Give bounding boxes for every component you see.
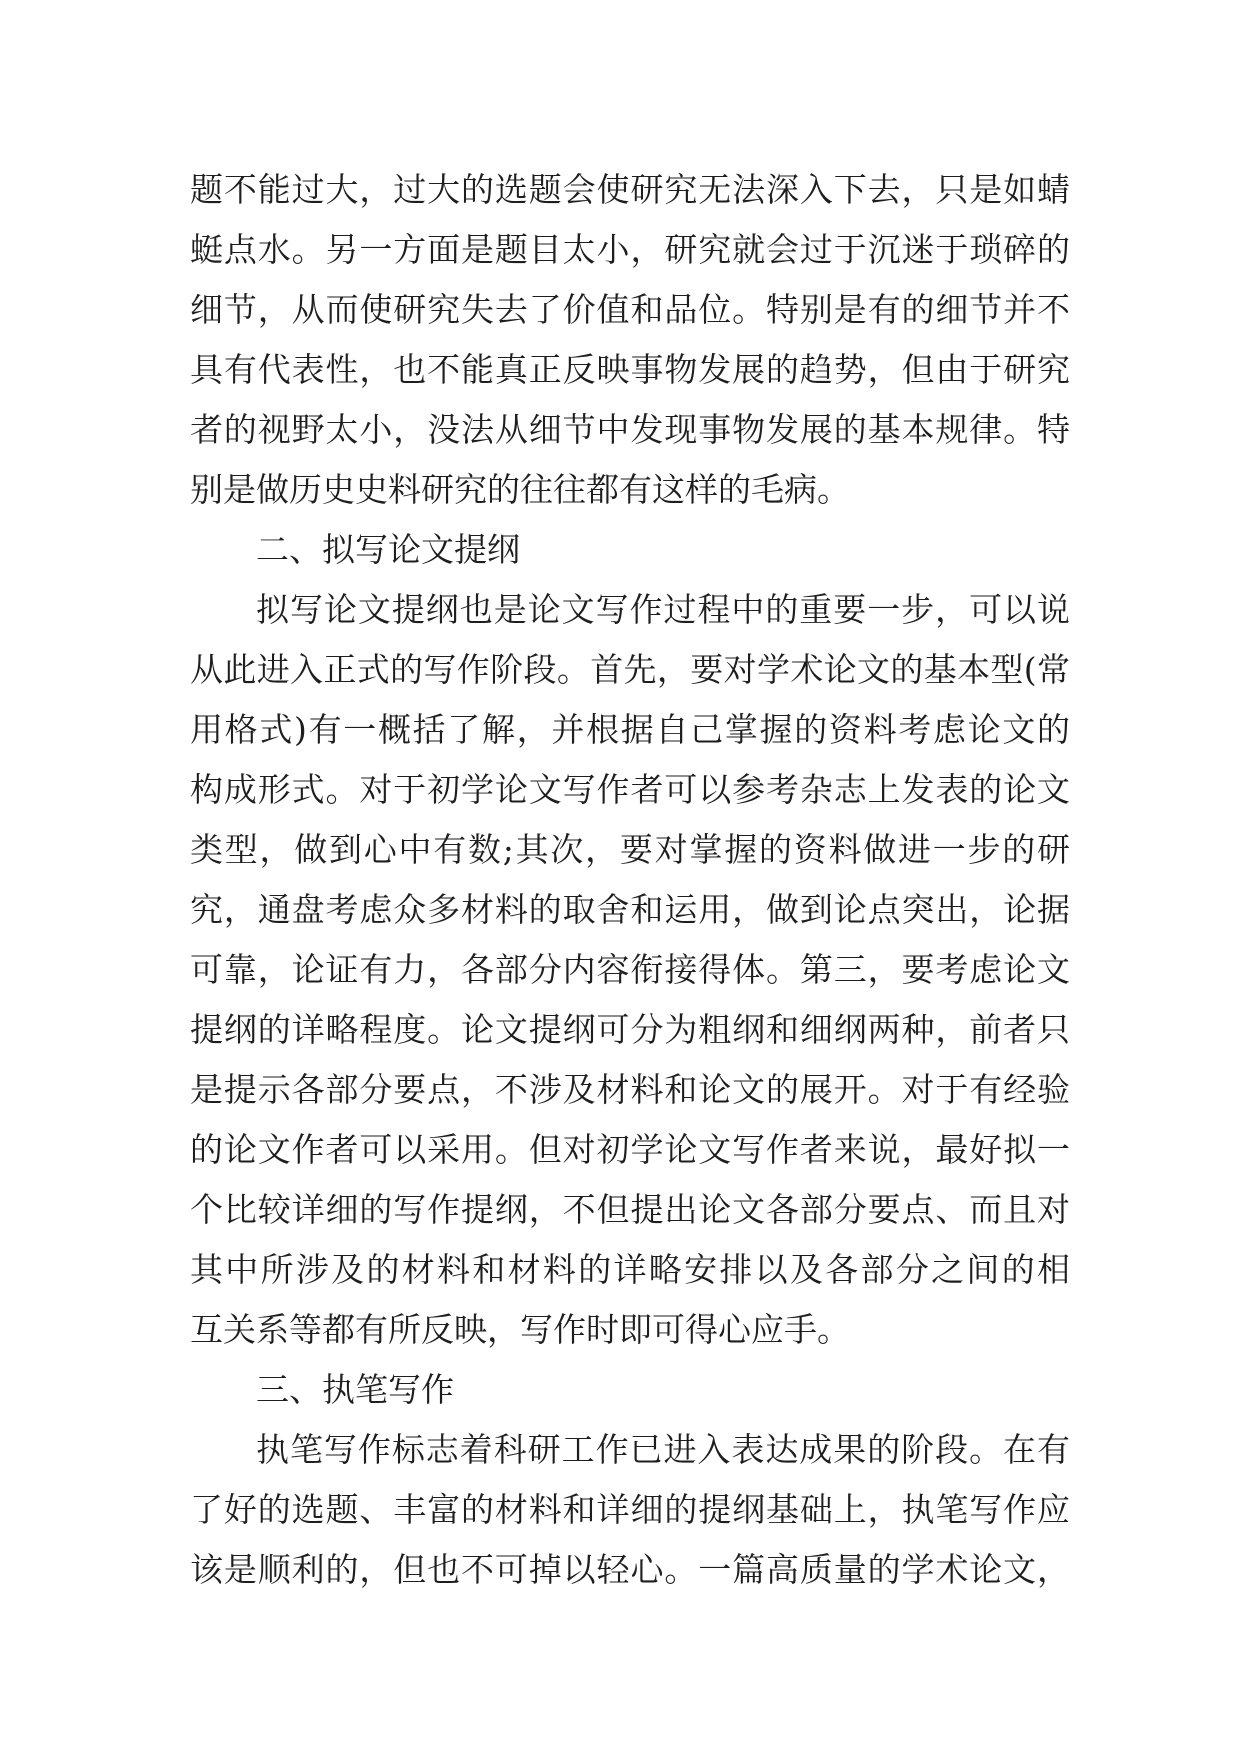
- text-line: 别是做历史史料研究的往往都有这样的毛病。: [190, 470, 850, 509]
- text-line: 可靠，论证有力，各部分内容衔接得体。第三，要考虑论文: [190, 950, 1070, 989]
- text-line: 个比较详细的写作提纲，不但提出论文各部分要点、而且对: [190, 1190, 1070, 1229]
- text-line: 蜓点水。另一方面是题目太小，研究就会过于沉迷于琐碎的: [190, 230, 1070, 269]
- section-heading: 三、执笔写作: [256, 1370, 454, 1409]
- text-line: 了好的选题、丰富的材料和详细的提纲基础上，执笔写作应: [190, 1490, 1070, 1529]
- text-line: 拟写论文提纲也是论文写作过程中的重要一步，可以说: [256, 590, 1070, 629]
- text-line: 的论文作者可以采用。但对初学论文写作者来说，最好拟一: [190, 1130, 1070, 1169]
- text-line: 提纲的详略程度。论文提纲可分为粗纲和细纲两种，前者只: [190, 1010, 1070, 1049]
- body-text: [190, 160, 1070, 1600]
- text-line: 究，通盘考虑众多材料的取舍和运用，做到论点突出，论据: [190, 890, 1070, 929]
- text-line: 互关系等都有所反映，写作时即可得心应手。: [190, 1310, 850, 1349]
- text-line: 其中所涉及的材料和材料的详略安排以及各部分之间的相: [190, 1250, 1070, 1289]
- text-line: 用格式)有一概括了解，并根据自己掌握的资料考虑论文的: [190, 710, 1070, 749]
- text-line: 类型，做到心中有数;其次，要对掌握的资料做进一步的研: [190, 830, 1070, 869]
- text-line: 具有代表性，也不能真正反映事物发展的趋势，但由于研究: [190, 350, 1070, 389]
- text-line: 者的视野太小，没法从细节中发现事物发展的基本规律。特: [190, 410, 1070, 449]
- text-line: 该是顺利的，但也不可掉以轻心。一篇高质量的学术论文，: [190, 1550, 1070, 1589]
- section-heading: 二、拟写论文提纲: [256, 530, 520, 569]
- text-line: 执笔写作标志着科研工作已进入表达成果的阶段。在有: [256, 1430, 1070, 1469]
- text-line: 从此进入正式的写作阶段。首先，要对学术论文的基本型(常: [190, 650, 1070, 689]
- text-line: 是提示各部分要点，不涉及材料和论文的展开。对于有经验: [190, 1070, 1070, 1109]
- text-line: 题不能过大，过大的选题会使研究无法深入下去，只是如蜻: [190, 170, 1070, 209]
- text-line: 细节，从而使研究失去了价值和品位。特别是有的细节并不: [190, 290, 1070, 329]
- text-line: 构成形式。对于初学论文写作者可以参考杂志上发表的论文: [190, 770, 1070, 809]
